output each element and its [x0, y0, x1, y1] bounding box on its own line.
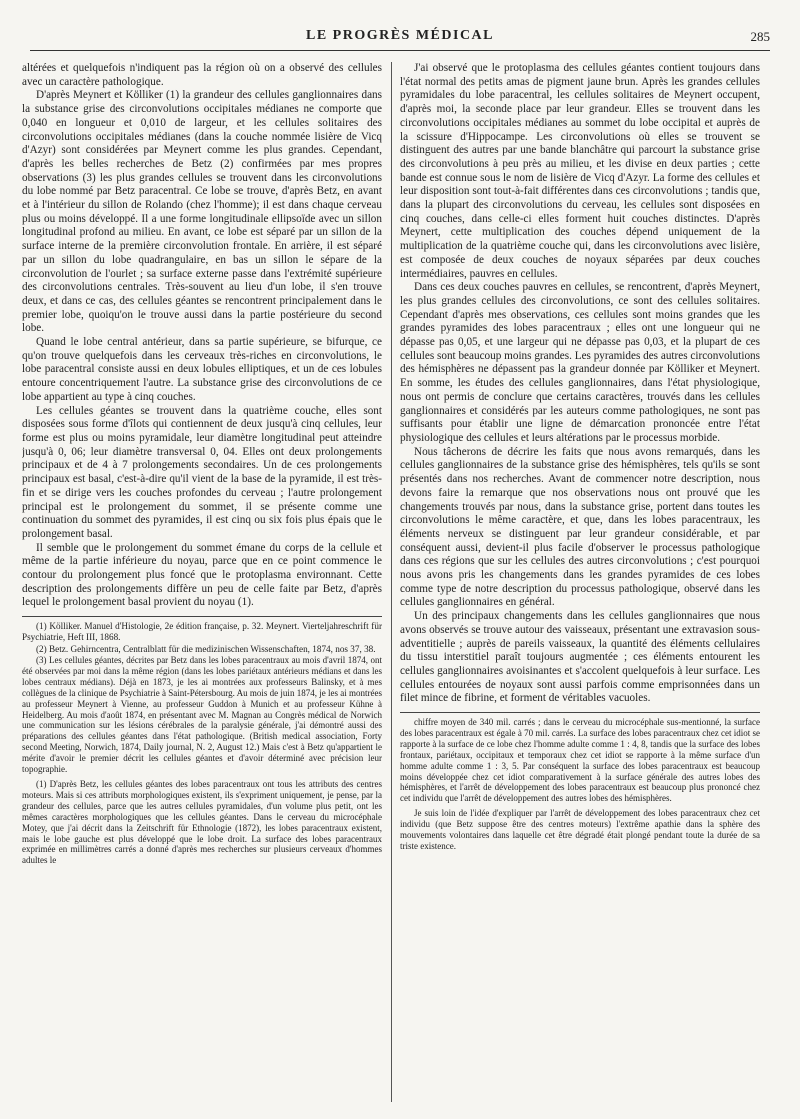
paragraph: Dans ces deux couches pauvres en cellules, se rencontrent, d'après Meynert, les plus grandes cellules des circonvolutions, ce sont des cellules solitaires. Cependant d'après mes observations, ces cellules sont moins grandes que les grandes pyramides des lobes paracentraux ; elles ont une longueur qui ne dépasse pas 0,05, et une largeur qui ne dépasse pas 0,03, et la plupart de ces cellules sont beaucoup moins grandes. Les pyramides des autres circonvolutions des hémisphères ne dépassent pas la grandeur donnée par Kölliker et Meynert. En somme, les études des cellules ganglionnaires, dans l'état physiologique, nous ont permis de conclure que certains caractères, trouvés dans les cellules ganglionnaires et considérés par les auteurs comme pathologiques, ne sont pas suffisants pour établir une ligne de démarcation prononcée entre l'état physiologique des cellules et leurs altérations par le processus morbide.: [400, 281, 760, 444]
footnote: (1) D'après Betz, les cellules géantes des lobes paracentraux ont tous les attributs des centres moteurs. Mais si ces attributs morphologiques existent, ils s'expriment uniquement, je pense, par la grandeur des cellules, parce que les autres cellules pyramidales, d'un volume plus petit, ont les mêmes caractères morphologiques que les cellules géantes. Dans le cerveau du microcéphale Motey, que j'ai décrit dans la Zeitschrift für Ethnologie (1872), les lobes paracentraux existent, mais le lobe gauche est plus développé que le lobe droit. La surface des lobes paracentraux exprimée en millimètres carrés a donné d'après mes recherches sur plusieurs cerveaux d'hommes adultes le: [22, 778, 382, 866]
paragraph: Quand le lobe central antérieur, dans sa partie supérieure, se bifurque, ce qu'on trouve quelquefois dans les cerveaux très-riches en circonvolutions, le lobe paracentral consiste aussi en deux lobules elliptiques, et un de ces lobules entoure concentriquement l'autre. La substance grise des circonvolutions de ce lobe appartient au type à cinq couches.: [22, 336, 382, 403]
page-number: 285: [750, 29, 770, 44]
footnote: (3) Les cellules géantes, décrites par Betz dans les lobes paracentraux au mois d'avril 1874, ont été observées par moi dans la même région (dans les lobes pariétaux antérieurs médians et dans les lobes centraux médians). Déjà en 1873, je les ai montrées aux professeurs Balinsky, et à mes collègues de la clinique de Psychiatrie à Saint-Pétersbourg. Au mois de juin 1874, je les ai montrées au professeur Meynert à Vienne, au professeur Guddon à Munich et au professeur Kühne à Heidelberg. Au mois d'août 1874, en présentant avec M. Magnan au Congrès médical de Norwich une communication sur les lésions cérébrales de la paralysie générale, j'ai démontré aussi des préparations des cellules géantes dans l'état pathologique. (British medical association, Forty second Meeting, Norwich, 1874, Daily journal, N. 2, August 12.) Mais c'est à Betz qu'appartient le mérite d'avoir le premier décrit les cellules géantes et d'avoir déterminé avec précision leur topographie.: [22, 655, 382, 775]
left-column: [22, 62, 382, 1102]
running-header: [30, 28, 770, 51]
paragraph: Un des principaux changements dans les cellules ganglionnaires que nous avons observés se trouve autour des vaisseaux, présentant une extravasion sous-adventitielle ; auprès de pareils vaisseaux, la quantité des éléments cellulaires du tissu interstitiel paraît toujours augmentée ; ces éléments entourent les cellules ganglionnaires avoisinantes et s'accolent quelquefois à leur surface. Les cellules entourées de noyaux sont aussi parfois comme emprisonnées dans un filet mince de fibrine, et forment de véritables vacuoles.: [400, 610, 760, 705]
paragraph: Il semble que le prolongement du sommet émane du corps de la cellule et même de la partie inférieure du noyau, parce que en ce point commence le contour du prolongement plus foncé que le protoplasma environnant. Cette description des prolongements diffère un peu de celle faite par Betz, d'après lequel le prolongement basal provient du noyau (1).: [22, 541, 382, 609]
footnote: Je suis loin de l'idée d'expliquer par l'arrêt de développement des lobes paracentraux chez cet individu (que Betz suppose être des centres moteurs) l'extrême apathie dans la sphère des mouvements volontaires dans laquelle cet être dégradé était plongé pendant toute la durée de sa triste existence.: [400, 808, 760, 852]
footnote: chiffre moyen de 340 mil. carrés ; dans le cerveau du microcéphale sus-mentionné, la surface des lobes paracentraux est égale à 70 mil. carrés. La surface des lobes paracentraux chez cet idiot se rapporte à la surface de ce lobe chez l'homme adulte comme 1 : 4, 8, tandis que la surface des lobes frontaux, pariétaux, occipitaux et temporaux chez cet idiot se rapporte à la même surface d'un homme adulte comme 1 : 3, 5. Par conséquent la surface des lobes paracentraux est beaucoup moins développée chez cet idiot comparativement à la surface générale des autres lobes des hémisphères, et l'arrêt de développement des lobes paracentraux est beaucoup plus prononcé chez cet individu que l'arrêt de développement des autres lobes des hémisphères.: [400, 717, 760, 804]
footnote-divider: [400, 712, 760, 713]
paragraph: Nous tâcherons de décrire les faits que nous avons remarqués, dans les cellules ganglionnaires de la substance grise des hémisphères, tels qu'ils se sont présentés dans nos recherches. Avant de commencer notre description, nous devons faire la remarque que nos observations nous ont prouvé que les changements trouvés par nous, dans la substance grise, portent dans toutes les circonvolutions le même caractère, et que, dans les lobes paracentraux, les éléments nerveux se distinguent par leur grandeur considérable, et par conséquent aussi, devient-il plus facile d'observer le processus pathologique dans ces régions que sur les cellules des autres circonvolutions ; c'est pourquoi nous avons pris les changements dans les grandes pyramides de ces lobes comme type de notre description du processus pathologique, observé dans les cellules ganglionnaires en général.: [400, 445, 760, 609]
paragraph: altérées et quelquefois n'indiquent pas la région où on a observé des cellules avec un caractère pathologique.: [22, 62, 382, 88]
footnote: (1) Kölliker. Manuel d'Histologie, 2e édition française, p. 32. Meynert. Vierteljahreschrift für Psychiatrie, Heft III, 1868.: [22, 621, 382, 643]
paragraph: J'ai observé que le protoplasma des cellules géantes contient toujours dans l'état normal des petits amas de pigment jaune brun. Après les grandes cellules pyramidales du lobe paracentral, les cellules solitaires de Meynert occupent, d'après moi, la seconde place par leur grandeur. Elles se trouvent dans les circonvolutions occipitales médianes au sommet du lobe occipital et auprès de la scissure d'Hippocampe. Les circonvolutions où elles se trouvent se distinguent des autres par une bande blanchâtre qui parcourt la substance grise des circonvolutions à peu près au milieu, et les divise en deux parties ; cette bande est connue sous le nom de lisière de Vicq d'Azyr. La forme des cellules et leur disposition sont tout-à-fait différentes dans ces circonvolutions ; tandis que, dans la plupart des circonvolutions du cerveau, les cellules sont disposées en cinq couches, dans celle-ci elles forment huit couches distinctes. D'après Meynert, cette multiplication des couches dépend uniquement de la multiplication de la quatrième couche qui, dans les circonvolutions avec lisière, est composée de deux couches de noyaux séparées par deux couches intermédiaires, pauvres en cellules.: [400, 62, 760, 280]
footnote-divider: [22, 616, 382, 617]
right-column: [400, 62, 760, 1102]
footnote: (2) Betz. Gehirncentra, Centralblatt für die medizinischen Wissenschaften, 1874, nos 37, 38.: [36, 643, 376, 654]
column-divider: [391, 62, 392, 1102]
journal-title: LE PROGRÈS MÉDICAL: [305, 28, 495, 43]
paragraph: Les cellules géantes se trouvent dans la quatrième couche, elles sont disposées sous forme d'îlots qui contiennent de deux jusqu'à cinq cellules, leur forme est plus ou moins pyramidale, leur diamètre longitudinal peut atteindre jusqu'à 0, 06; leur diamètre transversal 0, 04. Elles ont deux prolongements principaux et de 4 à 7 prolongements secondaires. Un de ces prolongements principaux est basal, c'est-à-dire qu'il vient de la base de la pyramide, il est très-fin et se dirige vers les couches profondes du cerveau ; l'autre prolongement principal est le prolongement du sommet, il se présente comme une continuation du sommet des pyramides, il est cinq ou six fois plus épais que le prolongement basal.: [22, 404, 382, 540]
paragraph: D'après Meynert et Kölliker (1) la grandeur des cellules ganglionnaires dans la substance grise des circonvolutions occipitales médianes ne comporte que 0,040 en longueur et 0,010 de largeur, et les cellules solitaires des circonvolutions occipitales médianes (dans la couche nommée lisière de Vicq d'Azyr) sont considérées par Meynert comme les plus grandes. Cependant, d'après les belles recherches de Betz (2) confirmées par mes propres observations (3) les plus grandes cellules se trouvent dans les circonvolutions du lobe nommé par Betz paracentral. Ce lobe se trouve, d'après Betz, en avant et à l'intérieur du sillon de Rolando (chez l'homme); il est dans chaque cerveau plus ou moins développé. Il a une forme longitudinale ellipsoïde avec un sillon longitudinal profond au milieu. En avant, ce lobe est séparé par un sillon de la surface interne de la première circonvolution frontale. En arrière, il est séparé par un sillon du lobe quadrangulaire, en bas un sillon le sépare de la circonvolution de l'ourlet ; sa surface externe passe dans l'extrémité supérieure des circonvolutions centrales. Très-souvent au lieu d'un lobe, il s'en trouve deux, et dans ce cas, des cellules géantes se rencontrent principalement dans le premier lobe, quoiqu'on le trouve aussi dans la partie postérieure du second lobe.: [22, 89, 382, 335]
